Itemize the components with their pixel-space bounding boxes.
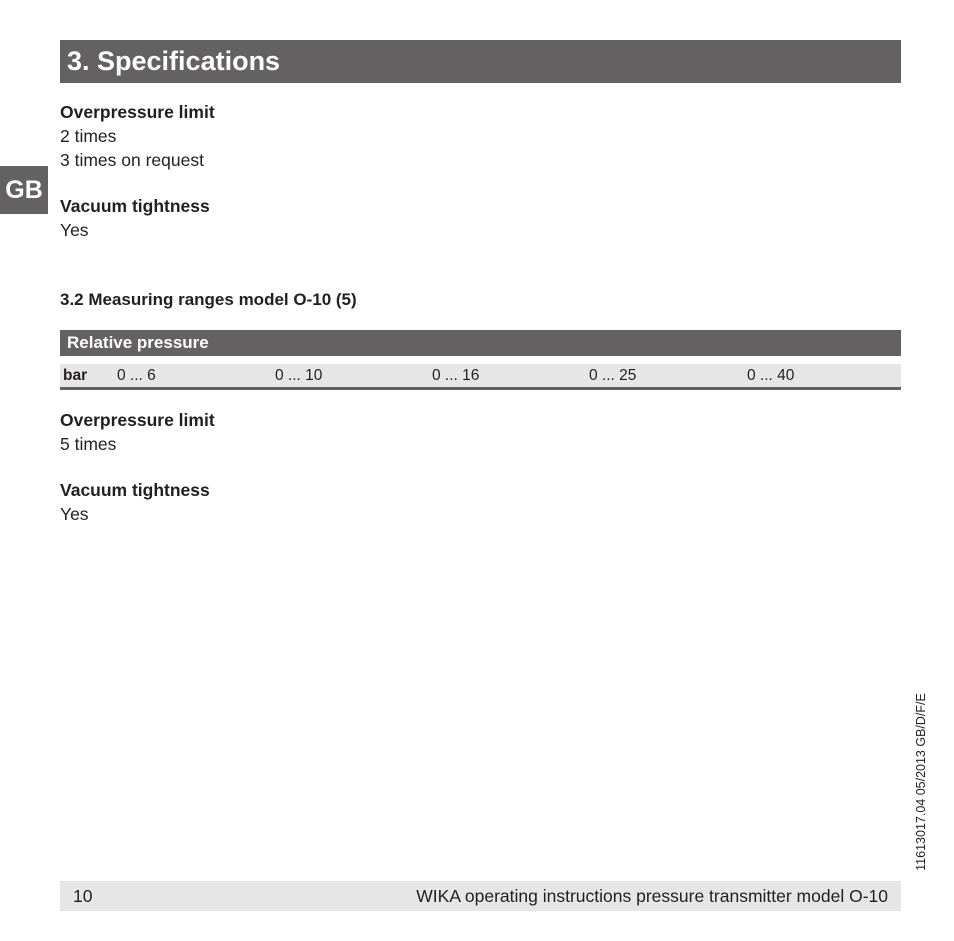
vacuum-tightness-value-2: Yes <box>60 504 89 524</box>
range-cell: 0 ... 40 <box>747 367 795 384</box>
vacuum-tightness-value: Yes <box>60 220 89 240</box>
vacuum-tightness-heading: Vacuum tightness <box>60 196 210 216</box>
overpressure-limit-heading-2: Overpressure limit <box>60 410 215 430</box>
overpressure-limit-heading: Overpressure limit <box>60 102 215 122</box>
range-unit: bar <box>63 367 88 384</box>
range-cell: 0 ... 10 <box>275 367 323 384</box>
range-table-row <box>60 364 901 390</box>
section-title-banner <box>60 40 901 83</box>
overpressure-limit-value: 2 times <box>60 126 117 146</box>
language-tab: GB <box>0 166 48 214</box>
range-cell: 0 ... 6 <box>117 367 156 384</box>
vacuum-tightness-heading-2: Vacuum tightness <box>60 480 210 500</box>
page-title: 3. Specifications <box>67 46 281 76</box>
range-table-header <box>60 330 901 356</box>
overpressure-limit-value-on-request: 3 times on request <box>60 150 204 170</box>
range-cell: 0 ... 16 <box>432 367 480 384</box>
range-table-header-label: Relative pressure <box>67 333 209 352</box>
range-cell: 0 ... 25 <box>589 367 637 384</box>
page-number: 10 <box>73 886 93 906</box>
overpressure-limit-value-2: 5 times <box>60 434 117 454</box>
measuring-ranges-heading: 3.2 Measuring ranges model O-10 (5) <box>60 290 357 309</box>
page-footer <box>60 881 901 911</box>
document-code-text: 11613017.04 05/2013 GB/D/F/E <box>914 693 928 871</box>
footer-document-title: WIKA operating instructions pressure transmitter model O-10 <box>416 886 888 906</box>
